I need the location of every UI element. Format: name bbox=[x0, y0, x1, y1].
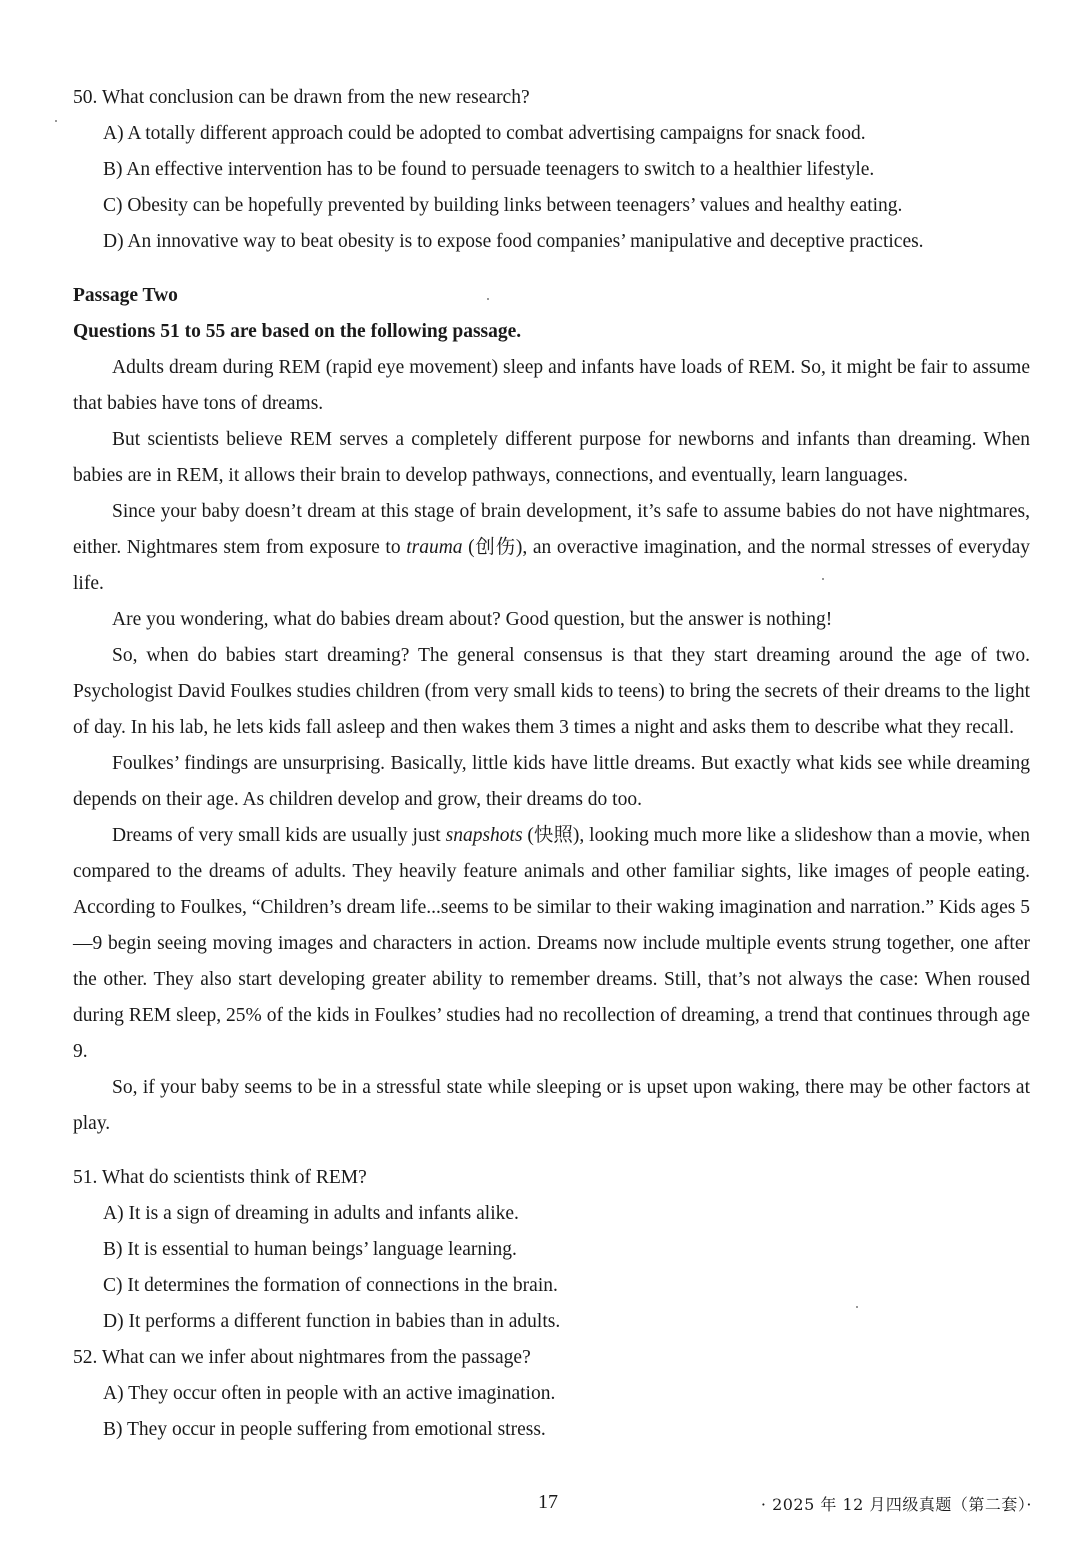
passage-paragraph bbox=[73, 494, 1030, 602]
vocab-term: trauma bbox=[406, 537, 463, 558]
passage-paragraph: So, if your baby seems to be in a stressful state while sleeping or is upset upon waking, there may be other factors at play. bbox=[73, 1077, 1030, 1134]
passage-paragraph: But scientists believe REM serves a completely different purpose for newborns and infants than dreaming. When babies are in REM, it allows their brain to develop pathways, connections, and eventually, learn languages. bbox=[73, 429, 1030, 486]
vocab-gloss: (创伤) bbox=[462, 537, 523, 558]
passage-instruction: Questions 51 to 55 are based on the following passage. bbox=[73, 321, 522, 342]
option-a: A) It is a sign of dreaming in adults and infants alike. bbox=[103, 1203, 519, 1224]
scan-speck bbox=[487, 298, 489, 300]
question-51 bbox=[73, 1160, 1030, 1340]
passage-paragraph: Adults dream during REM (rapid eye movement) sleep and infants have loads of REM. So, it might be fair to assume that babies have tons of dreams. bbox=[73, 357, 1030, 414]
vocab-gloss: (快照) bbox=[522, 825, 580, 846]
paragraph-text: Dreams of very small kids are usually just bbox=[112, 825, 446, 846]
passage-paragraph: Foulkes’ findings are unsurprising. Basically, little kids have little dreams. But exactly what kids see while dreaming depends on their age. As children develop and grow, their dreams do too. bbox=[73, 753, 1030, 810]
paragraph-text: , an overactive imagination, and the normal stresses of everyday life. bbox=[73, 537, 1030, 594]
question-stem: 52. What can we infer about nightmares from the passage? bbox=[73, 1347, 531, 1368]
paragraph-text: , looking much more like a slideshow than a movie, when compared to the dreams of adults. They heavily feature animals and other familiar sights, like images of people eating. According to Foulkes, “Children’s dream life...seems to be similar to their waking imagination and narration.” Kids ages 5—9 begin seeing moving images and characters in action. Dreams now include multiple events strung together, one after the other. They also start developing greater ability to remember dreams. Still, that’s not always the case: When roused during REM sleep, 25% of the kids in Foulkes’ studies had no recollection of dreaming, a trend that continues through age 9. bbox=[73, 825, 1030, 1062]
scan-speck bbox=[55, 120, 57, 122]
option-b: B) They occur in people suffering from emotional stress. bbox=[103, 1419, 546, 1440]
option-a: A) They occur often in people with an active imagination. bbox=[103, 1383, 556, 1404]
passage-paragraph: So, when do babies start dreaming? The general consensus is that they start dreaming around the age of two. Psychologist David Foulkes studies children (from very small kids to teens) to bring the secrets of their dreams to the light of day. In his lab, he lets kids fall asleep and then wakes them 3 times a night and asks them to describe what they recall. bbox=[73, 645, 1030, 738]
question-stem: 51. What do scientists think of REM? bbox=[73, 1167, 367, 1188]
question-50 bbox=[73, 80, 1030, 260]
question-stem: 50. What conclusion can be drawn from the new research? bbox=[73, 87, 530, 108]
option-d: D) It performs a different function in babies than in adults. bbox=[103, 1311, 561, 1332]
option-b: B) It is essential to human beings’ language learning. bbox=[103, 1239, 517, 1260]
page-content bbox=[73, 80, 1030, 1448]
passage-paragraph bbox=[73, 818, 1030, 1070]
option-b: B) An effective intervention has to be found to persuade teenagers to switch to a healthier lifestyle. bbox=[103, 159, 875, 180]
scan-speck bbox=[856, 1306, 858, 1308]
scan-speck bbox=[822, 578, 824, 580]
exam-label: · 2025 年 12 月四级真题（第二套）· bbox=[760, 1495, 1032, 1514]
option-c: C) Obesity can be hopefully prevented by building links between teenagers’ values and healthy eating. bbox=[103, 195, 903, 216]
question-52 bbox=[73, 1340, 1030, 1448]
option-a: A) A totally different approach could be adopted to combat advertising campaigns for snack food. bbox=[103, 123, 866, 144]
vocab-term: snapshots bbox=[445, 825, 523, 846]
passage-title: Passage Two bbox=[73, 285, 178, 306]
passage-paragraph: Are you wondering, what do babies dream about? Good question, but the answer is nothing! bbox=[112, 609, 833, 630]
page-number: 17 bbox=[538, 1491, 558, 1513]
passage-two bbox=[73, 278, 1030, 1142]
option-c: C) It determines the formation of connections in the brain. bbox=[103, 1275, 558, 1296]
paragraph-text: Since your baby doesn’t dream at this stage of brain development, it’s safe to assume babies do not have nightmares, either. Nightmares stem from exposure to bbox=[73, 501, 1030, 558]
option-d: D) An innovative way to beat obesity is to expose food companies’ manipulative and deceptive practices. bbox=[103, 231, 924, 252]
